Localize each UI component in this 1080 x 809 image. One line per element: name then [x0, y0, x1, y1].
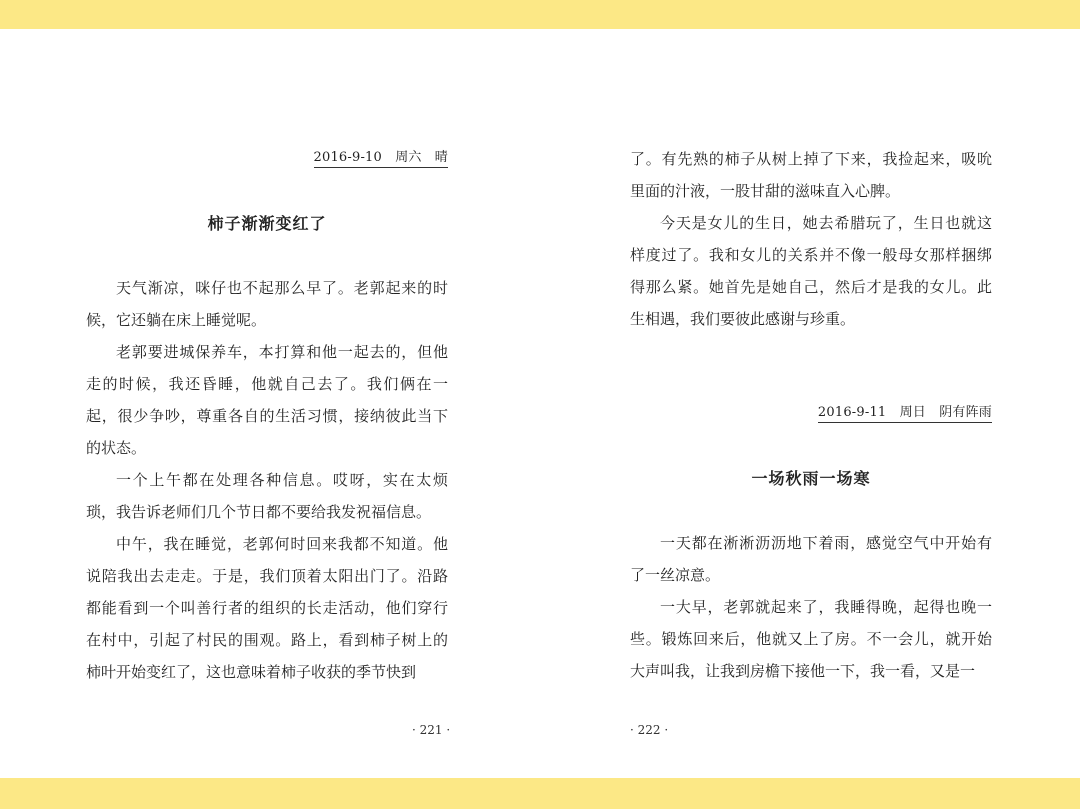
chapter-title: 柿子渐渐变红了	[207, 214, 327, 233]
text-line: 的状态。	[86, 439, 147, 457]
left-page	[86, 0, 451, 778]
text-line: 生相遇，我们要彼此感谢与珍重。	[630, 310, 856, 328]
body-text	[630, 527, 992, 687]
paragraph	[86, 272, 448, 336]
right-page	[630, 0, 992, 778]
text-line: 里面的汁液，一股甘甜的滋味直入心脾。	[630, 182, 901, 200]
paragraph	[630, 527, 992, 591]
text-line: 在村中，引起了村民的围观。路上，看到柿子树上的	[86, 631, 448, 649]
paragraph	[86, 464, 448, 528]
text-line: 得那么紧。她首先是她自己，然后才是我的女儿。此	[630, 278, 992, 296]
text-line: 样度过了。我和女儿的关系并不像一般母女那样捆绑	[630, 246, 992, 264]
paragraph	[86, 528, 448, 688]
text-line: 一个上午都在处理各种信息。哎呀，实在太烦	[116, 471, 448, 489]
body-text-continuation	[630, 143, 992, 207]
text-line: 了。有先熟的柿子从树上掉了下来，我捡起来，吸吮	[630, 150, 992, 168]
text-line: 今天是女儿的生日，她去希腊玩了，生日也就这	[660, 214, 992, 232]
text-line: 天气渐凉，咪仔也不起那么早了。老郭起来的时	[116, 279, 448, 297]
page-number: · 222 ·	[630, 723, 669, 737]
paragraph	[86, 336, 448, 464]
text-line: 了一丝凉意。	[630, 566, 721, 584]
text-line: 一大早，老郭就起来了，我睡得晚，起得也晚一	[660, 598, 992, 616]
text-line: 都能看到一个叫善行者的组织的长走活动，他们穿行	[86, 599, 448, 617]
text-line: 大声叫我，让我到房檐下接他一下，我一看，又是一	[630, 662, 976, 680]
diary-date: 2016-9-10 周六 晴	[314, 150, 448, 168]
diary-date: 2016-9-11 周日 阴有阵雨	[818, 405, 992, 423]
page-number: · 221 ·	[412, 723, 451, 737]
text-line: 些。锻炼回来后，他就又上了房。不一会儿，就开始	[630, 630, 992, 648]
text-line: 琐，我告诉老师们几个节日都不要给我发祝福信息。	[86, 503, 432, 521]
paragraph	[630, 207, 992, 335]
text-line: 柿叶开始变红了，这也意味着柿子收获的季节快到	[86, 663, 417, 681]
text-line: 老郭要进城保养车，本打算和他一起去的，但他	[116, 343, 448, 361]
bottom-band	[0, 778, 1080, 809]
body-text	[86, 272, 448, 688]
text-line: 起，很少争吵，尊重各自的生活习惯，接纳彼此当下	[86, 407, 448, 425]
text-line: 中午，我在睡觉，老郭何时回来我都不知道。他	[116, 535, 448, 553]
paragraph	[630, 143, 992, 207]
body-text	[630, 207, 992, 335]
text-line: 走的时候，我还昏睡，他就自己去了。我们俩在一	[86, 375, 448, 393]
text-line: 一天都在淅淅沥沥地下着雨，感觉空气中开始有	[660, 534, 992, 552]
text-line: 候，它还躺在床上睡觉呢。	[86, 311, 267, 329]
paragraph	[630, 591, 992, 687]
chapter-title: 一场秋雨一场寒	[751, 469, 871, 488]
text-line: 说陪我出去走走。于是，我们顶着太阳出门了。沿路	[86, 567, 448, 585]
